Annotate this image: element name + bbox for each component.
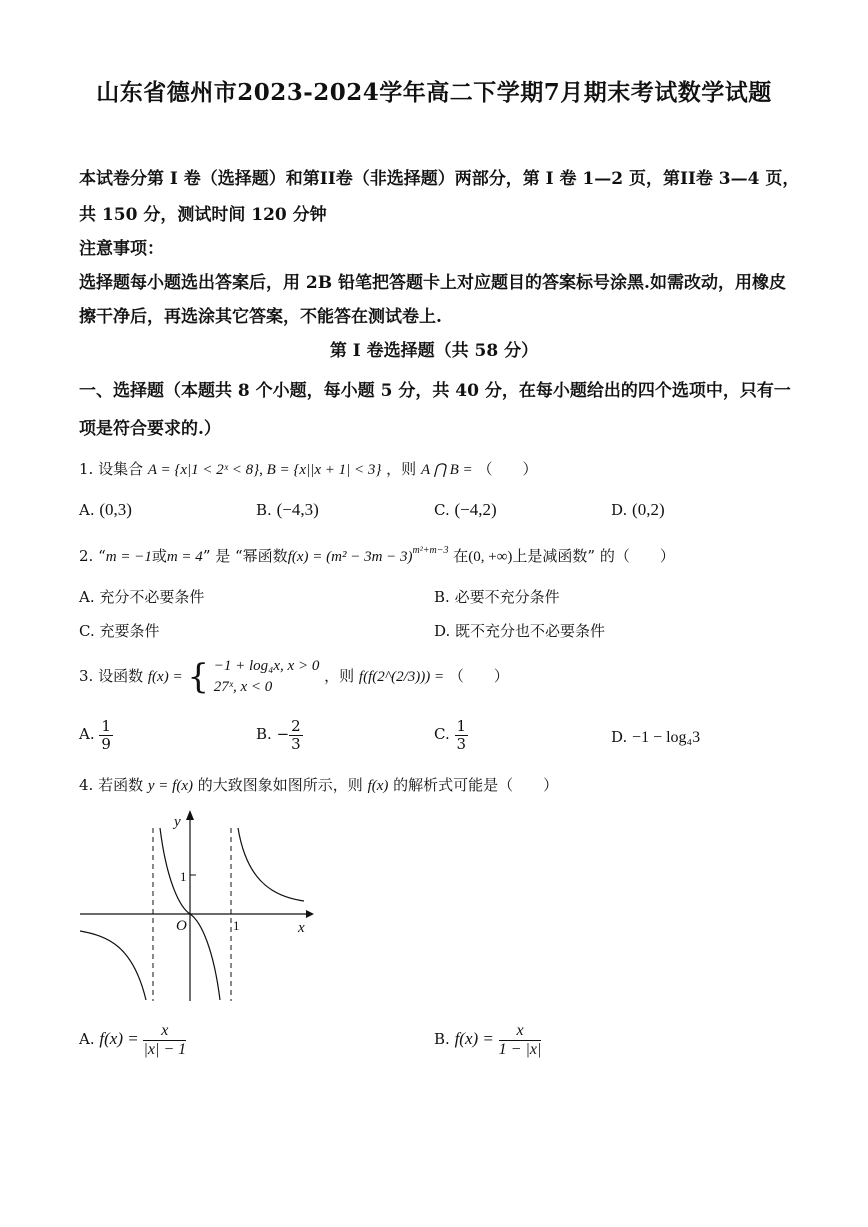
q3-expr: f(f(2^(2/3))) = <box>358 669 445 685</box>
q2-option-d[interactable]: D. 既不充分也不必要条件 <box>434 622 606 640</box>
curve-right-branch <box>238 828 304 901</box>
q3-option-a[interactable]: A. $\frac{1}{9}$ <box>79 717 111 753</box>
notice-line-1: 选择题每小题选出答案后，用 2B 铅笔把答题卡上对应题目的答案标号涂黑.如需改动，用橡皮 <box>79 273 786 293</box>
q2-func: f(x) = (m² − 3m − 3) <box>287 549 413 565</box>
q1-prefix: 1. 设集合 <box>79 460 144 478</box>
q3-option-b[interactable]: B. − $\frac{2}{3}$ <box>256 717 301 753</box>
notice-heading: 注意事项： <box>79 239 164 259</box>
q3-cases <box>214 656 320 698</box>
question-4: 4. 若函数 y = f(x) 的大致图象如图所示，则 f(x) 的解析式可能是（ ） <box>79 776 559 794</box>
section1-line-1: 一、选择题（本题共 8 个小题，每小题 5 分，共 40 分，在每小题给出的四个选项中，只有一 <box>79 381 791 401</box>
q3-option-c[interactable]: C. $\frac{1}{3}$ <box>434 717 467 753</box>
section1-line-2: 项是符合要求的.） <box>79 419 221 439</box>
question-2: 2. “m = −1或m = 4” 是 “幂函数$f(x) = (m^2 - 3m - 3)^{m^2+m-3}$ 在(0, +∞)上是减函数” 的（ ） <box>79 545 675 565</box>
q2-cond2: m = 4 <box>166 549 203 565</box>
intro-line-2: 共 150 分，测试时间 120 分钟 <box>79 205 327 225</box>
q3-fx: f(x) = <box>147 669 183 685</box>
intro-line-1: 本试卷分第 I 卷（选择题）和第II卷（非选择题）两部分，第 I 卷 1—2 页，第II卷 3—4 页， <box>79 169 800 189</box>
q3-case-1: −1 + log₄x, x > 0 <box>213 658 320 674</box>
origin-label: O <box>176 918 187 934</box>
y-tick-label: 1 <box>180 869 187 884</box>
q3-brace: { <box>187 657 209 697</box>
y-axis-arrow <box>186 810 194 820</box>
q2-interval: (0, +∞) <box>468 549 513 565</box>
q3-case-2: 27ˣ, x < 0 <box>213 679 273 695</box>
q2-exponent: m²+m−3 <box>412 545 449 556</box>
x-tick-label: 1 <box>233 918 240 933</box>
part1-heading: 第 I 卷选择题（共 58 分） <box>329 341 539 361</box>
q1-option-b[interactable]: B. (−4,3) <box>256 500 319 519</box>
y-axis-label: y <box>174 814 181 830</box>
q1-expr: A ⋂ B = <box>420 462 473 478</box>
x-axis-label: x <box>298 920 305 936</box>
q4-func: y = f(x) <box>147 778 193 794</box>
curve-left-branch <box>80 931 146 1000</box>
x-axis-arrow <box>306 910 314 918</box>
q1-option-d[interactable]: D. (0,2) <box>611 500 665 519</box>
q1-sets: A = {x|1 < 2ˣ < 8}, B = {x||x + 1| < 3} <box>147 462 382 478</box>
q4-option-b[interactable]: B. f(x) = $\frac{x}{1 - |x|}$ <box>434 1022 542 1058</box>
q2-option-c[interactable]: C. 充要条件 <box>79 622 160 640</box>
q1-option-a[interactable]: A. (0,3) <box>79 500 132 519</box>
page-title: 山东省德州市2023-2024学年高二下学期7月期末考试数学试题 <box>96 79 772 106</box>
q2-option-b[interactable]: B. 必要不充分条件 <box>434 588 560 606</box>
question-3: 3. 设函数 f(x) = { −1 + log₄x, x > 0 27ˣ, x < 0 ，则 f(f(2^(2/3))) = （ ） <box>79 657 509 697</box>
q4-option-a[interactable]: A. f(x) = $\frac{x}{|x| - 1}$ <box>79 1022 187 1058</box>
q4-function-graph <box>78 806 318 1006</box>
q4-fx: f(x) <box>367 778 389 794</box>
notice-line-2: 擦干净后，再选涂其它答案，不能答在测试卷上. <box>79 307 442 327</box>
q1-option-c[interactable]: C. (−4,2) <box>434 500 497 519</box>
q2-cond1: m = −1 <box>105 549 152 565</box>
q1-mid: ，则 <box>386 460 417 478</box>
q2-option-a[interactable]: A. 充分不必要条件 <box>79 588 205 606</box>
question-1 <box>79 458 537 479</box>
q1-blank: （ ） <box>477 460 538 478</box>
q3-option-d[interactable]: D. −1 − log₄3 <box>611 728 701 746</box>
